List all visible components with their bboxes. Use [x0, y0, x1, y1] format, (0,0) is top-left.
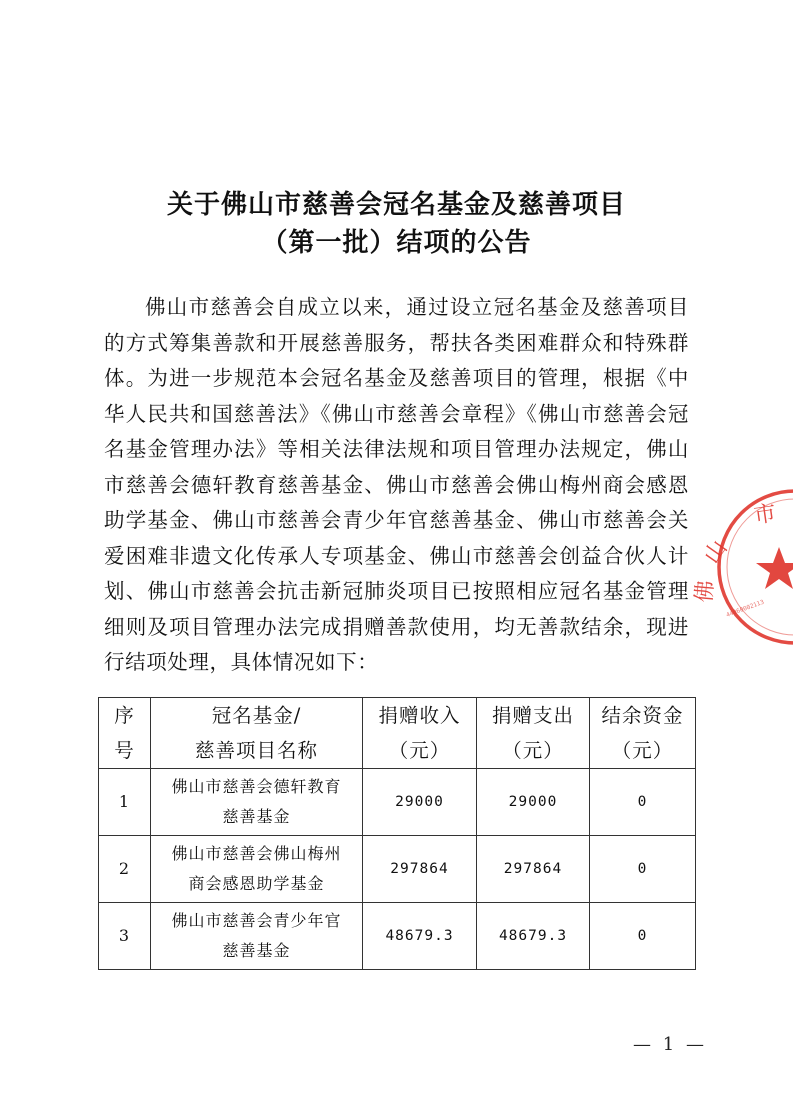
cell-expense: 48679.3 [477, 903, 590, 970]
svg-text:市: 市 [752, 501, 778, 529]
cell-expense: 29000 [477, 769, 590, 836]
header-line: （元） [611, 739, 674, 762]
header-expense [477, 698, 590, 769]
cell-name [151, 903, 363, 970]
cell-name-line: 佛山市慈善会德轩教育 [171, 777, 342, 796]
cell-name-line: 慈善基金 [222, 807, 291, 826]
cell-name [151, 836, 363, 903]
header-line: 慈善项目名称 [194, 739, 318, 762]
svg-text:佛: 佛 [692, 579, 719, 604]
cell-balance: 0 [590, 769, 696, 836]
svg-text:山: 山 [699, 536, 733, 569]
header-line: 结余资金 [601, 704, 684, 727]
header-line: 号 [114, 739, 135, 762]
cell-name-line: 佛山市慈善会青少年官 [171, 911, 342, 930]
header-income [363, 698, 477, 769]
cell-name-line: 佛山市慈善会佛山梅州 [171, 844, 342, 863]
cell-name [151, 769, 363, 836]
cell-index: 1 [99, 769, 151, 836]
cell-balance: 0 [590, 903, 696, 970]
header-line: （元） [502, 739, 564, 762]
header-line: （元） [388, 739, 451, 762]
body-paragraph: 佛山市慈善会自成立以来，通过设立冠名基金及慈善项目的方式筹集善款和开展慈善服务，帮扶各类困难群众和特殊群体。为进一步规范本会冠名基金及慈善项目的管理，根据《中华人民共和国慈善法》《佛山市慈善会章程》《佛山市慈善会冠名基金管理办法》等相关法律法规和项目管理办法规定，佛山市慈善会德轩教育慈善基金、佛山市慈善会佛山梅州商会感恩助学基金、佛山市慈善会青少年官慈善基金、佛山市慈善会关爱困难非遗文化传承人专项基金、佛山市慈善会创益合伙人计划、佛山市慈善会抗击新冠肺炎项目已按照相应冠名基金管理细则及项目管理办法完成捐赠善款使用，均无善款结余，现进行结项处理，具体情况如下： [104, 295, 689, 674]
cell-income: 48679.3 [363, 903, 477, 970]
svg-text:44060002113: 44060002113 [725, 598, 766, 619]
cell-index: 2 [99, 836, 151, 903]
header-index [99, 698, 151, 769]
seal-stamp [692, 485, 793, 650]
header-line: 捐赠支出 [491, 704, 574, 727]
header-name [151, 698, 363, 769]
header-line: 冠名基金/ [211, 704, 302, 727]
page-number: — 1 — [633, 1034, 707, 1055]
header-line: 序 [114, 704, 135, 727]
table-row [99, 836, 696, 903]
cell-expense: 297864 [477, 836, 590, 903]
project-table [98, 697, 696, 970]
cell-income: 29000 [363, 769, 477, 836]
cell-index: 3 [99, 903, 151, 970]
cell-name-line: 商会感恩助学基金 [188, 874, 325, 893]
cell-balance: 0 [590, 836, 696, 903]
table-row [99, 769, 696, 836]
table-header-row [99, 698, 696, 769]
document-title-line2: （第一批）结项的公告 [261, 228, 532, 258]
cell-income: 297864 [363, 836, 477, 903]
cell-name-line: 慈善基金 [222, 941, 291, 960]
header-balance [590, 698, 696, 769]
header-line: 捐赠收入 [378, 704, 461, 727]
document-title-line1: 关于佛山市慈善会冠名基金及慈善项目 [166, 190, 626, 220]
table-row [99, 903, 696, 970]
seal-star-icon [756, 547, 793, 589]
